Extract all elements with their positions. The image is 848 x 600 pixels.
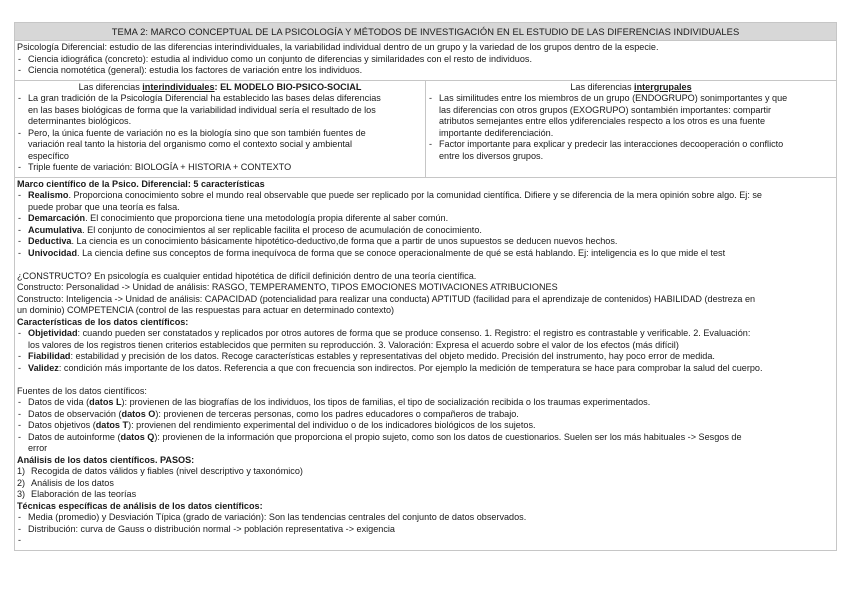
marco-term: Realismo: [28, 190, 69, 200]
step-number: 1): [17, 466, 26, 476]
document-page: [14, 22, 836, 551]
left-item-line: - La gran tradición de la Psicología Diferencial ha establecido las bases delas diferencias: [28, 93, 381, 103]
marco-term: Demarcación: [28, 213, 86, 223]
left-column: [15, 80, 426, 177]
left-item-line: - Triple fuente de variación: BIOLOGÍA + HISTORIA + CONTEXTO: [28, 162, 292, 172]
constructo-line: un dominio) COMPETENCIA (control de las respuestas para actuar en determinado contexto): [17, 305, 395, 315]
left-item-line: específico: [28, 150, 69, 161]
marco-text: . El conjunto de conocimientos al ser replicable facilita el proceso de acumulación de conocimiento.: [82, 224, 482, 235]
left-item-line: - Pero, la única fuente de variación no es la biología sino que son también fuentes de: [28, 127, 366, 138]
intro-item: - Ciencia nomotética (general): estudia los factores de variación entre los individuos.: [17, 65, 834, 77]
right-column: [426, 80, 837, 177]
caracteristicas-heading-text: Características de los datos científicos:: [17, 316, 189, 327]
left-heading-suffix: : EL MODELO BIO-PSICO-SOCIAL: [214, 81, 362, 92]
constructo-line: ¿CONSTRUCTO? En psicología es cualquier entidad hipotética de difícil definición dentro de una teoría científica.: [17, 270, 477, 281]
caracteristica-item: [17, 351, 834, 363]
caracteristica-term: Objetividad: [28, 328, 78, 338]
fuentes-heading: Fuentes de los datos científicos:: [17, 385, 147, 396]
marco-heading: [17, 179, 834, 191]
marco-text: . La ciencia define sus conceptos de forma inequívoca de forma que se conoce operacionalmente de qué se está hablando. Ej: inteligencia es lo que mide el test: [77, 247, 726, 258]
right-heading: [428, 82, 834, 94]
right-heading-prefix: Las diferencias: [570, 81, 635, 92]
fuente-term: datos O: [121, 408, 156, 419]
marco-text: . Proporciona conocimiento sobre el mundo real observable que puede ser replicado por la comunidad científica. Difiere y se diferencia de la mera opinión sobre algo. Ej: se: [68, 190, 762, 200]
caracteristica-text: : condición más importante de los datos. Referencia a que con frecuencia son indirectos. Por ejemplo la medición de temperatura se hace para comprobar la salud del cuerpo.: [58, 362, 763, 373]
marco-item: [17, 225, 834, 237]
left-item: [17, 162, 423, 174]
marco-term: Deductiva: [28, 236, 72, 246]
step-text: Elaboración de las teorías: [31, 489, 137, 499]
fuente-term: datos T: [95, 420, 129, 430]
right-item-line: - Factor importante para explicar y predecir las interacciones decooperación o conflicto: [439, 139, 784, 149]
analisis-step: [17, 466, 834, 478]
left-item: [17, 93, 423, 128]
fuente-text: error: [28, 443, 48, 453]
analisis-step: [17, 489, 834, 501]
fuente-prefix: Datos de autoinforme (: [28, 431, 121, 442]
caracteristica-item: [17, 363, 834, 375]
step-number: 2): [17, 477, 26, 488]
intro-cell: [15, 41, 837, 81]
left-heading-prefix: Las diferencias: [78, 81, 143, 92]
analisis-heading: [17, 455, 834, 467]
right-item: [428, 139, 834, 162]
fuente-prefix: Datos objetivos (: [28, 420, 96, 430]
caracteristica-text: : cuando pueden ser constatados y replicados por otros autores de forma que se produce consenso. 1. Registro: el registro es contrastable y verificable. 2. Evaluación:: [77, 328, 751, 338]
right-item-line: - Las similitudes entre los miembros de un grupo (ENDOGRUPO) sonimportantes y que: [439, 93, 788, 103]
marco-text: . La ciencia es un conocimiento básicamente hipotético-deductivo,de forma que a partir de unos supuestos se deducen nuevos hechos.: [71, 236, 618, 246]
analisis-step: [17, 478, 834, 490]
fuente-item: [17, 432, 834, 455]
tecnicas-heading: [17, 501, 834, 513]
left-item: [17, 128, 423, 163]
fuente-term: datos Q: [120, 431, 155, 442]
step-number: 3): [17, 489, 26, 499]
left-heading: [17, 82, 423, 94]
fuente-item: [17, 409, 834, 421]
intro-item: - Ciencia idiográfica (concreto): estudia al individuo como un conjunto de diferencias y similaridades con el resto de individuos.: [17, 54, 834, 66]
marco-item: [17, 190, 834, 213]
caracteristica-item: [17, 328, 834, 351]
fuente-term: datos L: [89, 397, 122, 407]
marco-text: puede probar que una teoría es falsa.: [28, 201, 180, 212]
left-item-line: en las bases biológicas de forma que la variabilidad individual sería el resultado de los: [28, 104, 376, 115]
caracteristica-text: : estabilidad y precisión de los datos. Recoge características estables y representativas del objeto medido. Precisión del instrumento, hay poco error de medida.: [70, 351, 715, 361]
tecnica-item: - Distribución: curva de Gauss o distribución normal -> población representativa -> exigencia: [17, 524, 834, 536]
fuente-prefix: Datos de observación (: [28, 408, 122, 419]
tecnicas-heading-text: Técnicas específicas de análisis de los datos científicos:: [17, 500, 263, 511]
fuente-prefix: Datos de vida (: [28, 397, 90, 407]
step-text: Recogida de datos válidos y fiables (nivel descriptivo y taxonómico): [31, 466, 303, 476]
right-item-line: importante dediferenciación.: [439, 127, 554, 138]
right-heading-term: intergrupales: [634, 81, 692, 92]
notes-table: [14, 22, 837, 551]
fuente-item: [17, 397, 834, 409]
fuente-text: ): provienen de las biografías de los individuos, los tipos de familias, el tipo de socialización recibida o los traumas experimentados.: [121, 397, 651, 407]
right-item: [428, 93, 834, 139]
caracteristica-term: Fiabilidad: [28, 351, 71, 361]
right-item-line: entre los diversos grupos.: [439, 150, 544, 161]
caracteristicas-heading: [17, 317, 834, 329]
caracteristica-term: Validez: [28, 362, 59, 373]
marco-term: Univocidad: [28, 247, 78, 258]
main-cell: [15, 177, 837, 550]
left-item-line: determinantes biológicos.: [28, 116, 132, 126]
constructo-line: Constructo: Personalidad -> Unidad de análisis: RASGO, TEMPERAMENTO, TIPOS EMOCIONES MOTIVACIONES ATRIBUCIONES: [17, 282, 558, 292]
left-item-line: variación real tanto la historia del organismo como el contexto social y ambiental: [28, 139, 353, 149]
fuente-text: ): provienen de la información que proporciona el propio sujeto, como son los datos de cuestionarios. Suelen ser los más habituales -> Sesgos de: [154, 431, 742, 442]
fuente-item: [17, 420, 834, 432]
marco-item: [17, 248, 834, 260]
intro-definition: Psicología Diferencial: estudio de las diferencias interindividuales, la variabilidad individual dentro de un grupo y la variedad de los grupos dentro de la especie.: [17, 42, 659, 52]
marco-text: . El conocimiento que proporciona tiene una metodología propia diferente al saber común.: [85, 213, 449, 223]
fuente-text: ): provienen del rendimiento experimental del individuo o de los indicadores biológicos de los sujetos.: [128, 420, 536, 430]
right-item-line: las diferencias con otros grupos (EXOGRUPO) sontambién importantes: compartir: [439, 104, 772, 115]
caracteristica-text: los valores de los registros tienen criterios establecidos que permiten su reproducción. 3. Valoración: Expresa el acuerdo sobre el valor de los efectos (más difícil): [28, 339, 679, 350]
marco-term: Acumulativa: [28, 224, 83, 235]
spacer: [17, 374, 834, 386]
marco-item: [17, 213, 834, 225]
step-text: Análisis de los datos: [31, 477, 114, 488]
marco-item: [17, 236, 834, 248]
fuente-text: ): provienen de terceras personas, como los padres educadores o compañeros de trabajo.: [155, 408, 519, 419]
marco-heading-text: Marco científico de la Psico. Diferencial: 5 características: [17, 178, 265, 189]
spacer: [17, 259, 834, 271]
analisis-heading-text: Análisis de los datos científicos. PASOS:: [17, 454, 195, 465]
tecnica-item: [17, 535, 834, 547]
right-item-line: atributos semejantes entre ellos ydiferenciales respecto a los otros es una fuente: [439, 116, 766, 126]
left-heading-term: interindividuales: [142, 81, 215, 92]
constructo-line: Constructo: Inteligencia -> Unidad de análisis: CAPACIDAD (potencialidad para realizar una conducta) APTITUD (facilidad para el aprendizaje de contenidos) HABILIDAD (destreza en: [17, 293, 756, 304]
tecnica-item: - Media (promedio) y Desviación Típica (grado de variación): Son las tendencias centrales del conjunto de datos observados.: [17, 512, 834, 524]
page-title: TEMA 2: MARCO CONCEPTUAL DE LA PSICOLOGÍA Y MÉTODOS DE INVESTIGACIÓN EN EL ESTUDIO DE LAS DIFERENCIAS INDIVIDUALES: [15, 23, 837, 41]
